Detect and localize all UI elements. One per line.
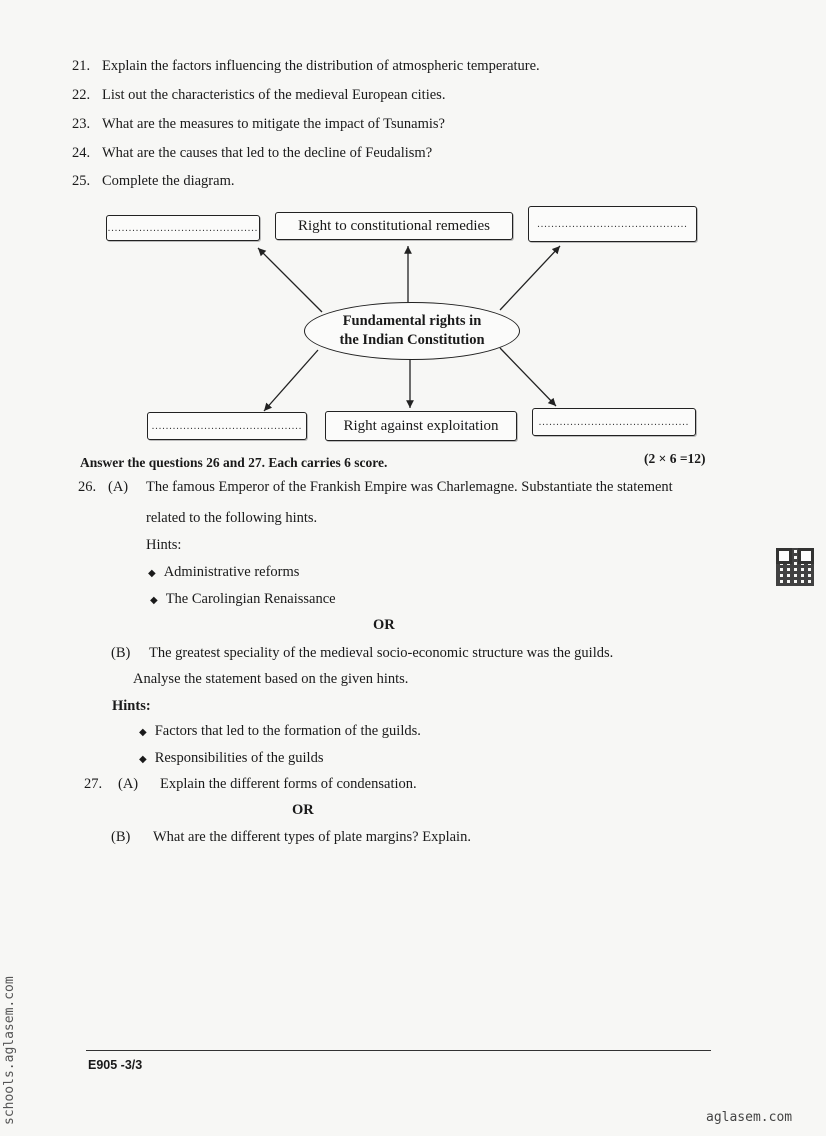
center-line-1: Fundamental rights in [342,313,482,329]
or-separator: OR [292,802,314,818]
hints-label: Hints: [112,698,151,714]
question-27-a [84,776,417,793]
diamond-bullet-icon: ◆ [148,568,156,579]
question-number: 22. [72,87,91,103]
question-text: Explain the different forms of condensation. [160,776,417,792]
qr-code-icon [776,548,814,586]
hint-item: ◆ Administrative reforms [148,564,300,580]
hints-label: Hints: [146,537,182,553]
diamond-bullet-icon: ◆ [139,727,147,738]
question-26-b [111,645,613,662]
question-number: 26. [78,479,97,495]
section-score: (2 × 6 =12) [644,451,706,466]
diagram-box-top-middle [275,212,513,240]
diagram-box-top-left: ........................................... [106,215,260,241]
diagram-box-bottom-left: ........................................... [147,412,307,440]
diamond-bullet-icon: ◆ [139,754,147,765]
question-number: 21. [72,58,91,74]
question-number: 25. [72,173,91,189]
center-line-2: the Indian Constitution [339,332,485,348]
watermark-bottom-right: aglasem.com [706,1110,793,1125]
question-number: 27. [84,776,103,792]
diamond-bullet-icon: ◆ [150,595,158,606]
diagram-box-bottom-middle [325,411,517,441]
question-text: Complete the diagram. [102,173,235,189]
arrow-top-left [258,248,322,312]
arrow-top-right [500,246,560,310]
question-26-a [78,479,673,496]
question-text: What are the different types of plate margins? Explain. [153,829,471,845]
question-text: What are the causes that led to the decline of Feudalism? [102,145,433,161]
question-number: 24. [72,145,91,161]
question-text: What are the measures to mitigate the impact of Tsunamis? [102,116,445,132]
diagram-label: Right against exploitation [343,417,499,434]
diagram-box-bottom-right: ........................................... [532,408,696,436]
hint-item: ◆ Factors that led to the formation of the guilds. [139,723,421,739]
question-text: The greatest speciality of the medieval socio-economic structure was the guilds. [149,645,614,661]
option-label: (A) [118,776,139,792]
footer-divider [86,1050,711,1051]
question-number: 23. [72,116,91,132]
hint-item: ◆ Responsibilities of the guilds [139,750,324,766]
option-label: (B) [111,829,131,845]
question-text-cont: related to the following hints. [146,510,318,526]
question-text: List out the characteristics of the medieval European cities. [102,87,446,103]
or-separator: OR [373,617,395,633]
question-text: Explain the factors influencing the distribution of atmospheric temperature. [102,58,540,74]
option-label: (A) [108,479,129,495]
watermark-side: schools.aglasem.com [2,976,17,1125]
hint-item: ◆ The Carolingian Renaissance [150,591,336,607]
arrow-bottom-left [264,350,318,411]
option-label: (B) [111,645,131,661]
arrow-bottom-right [500,348,556,406]
page-code: E905 -3/3 [88,1058,143,1072]
diagram-box-top-right: ........................................... [528,206,697,242]
diagram-label: Right to constitutional remedies [297,217,491,234]
question-text-cont: Analyse the statement based on the given hints. [133,671,409,687]
question-text: The famous Emperor of the Frankish Empire was Charlemagne. Substantiate the statement [146,479,673,495]
diagram-center [304,302,520,360]
section-instruction: Answer the questions 26 and 27. Each carries 6 score. [80,455,388,470]
question-27-b [111,829,471,846]
